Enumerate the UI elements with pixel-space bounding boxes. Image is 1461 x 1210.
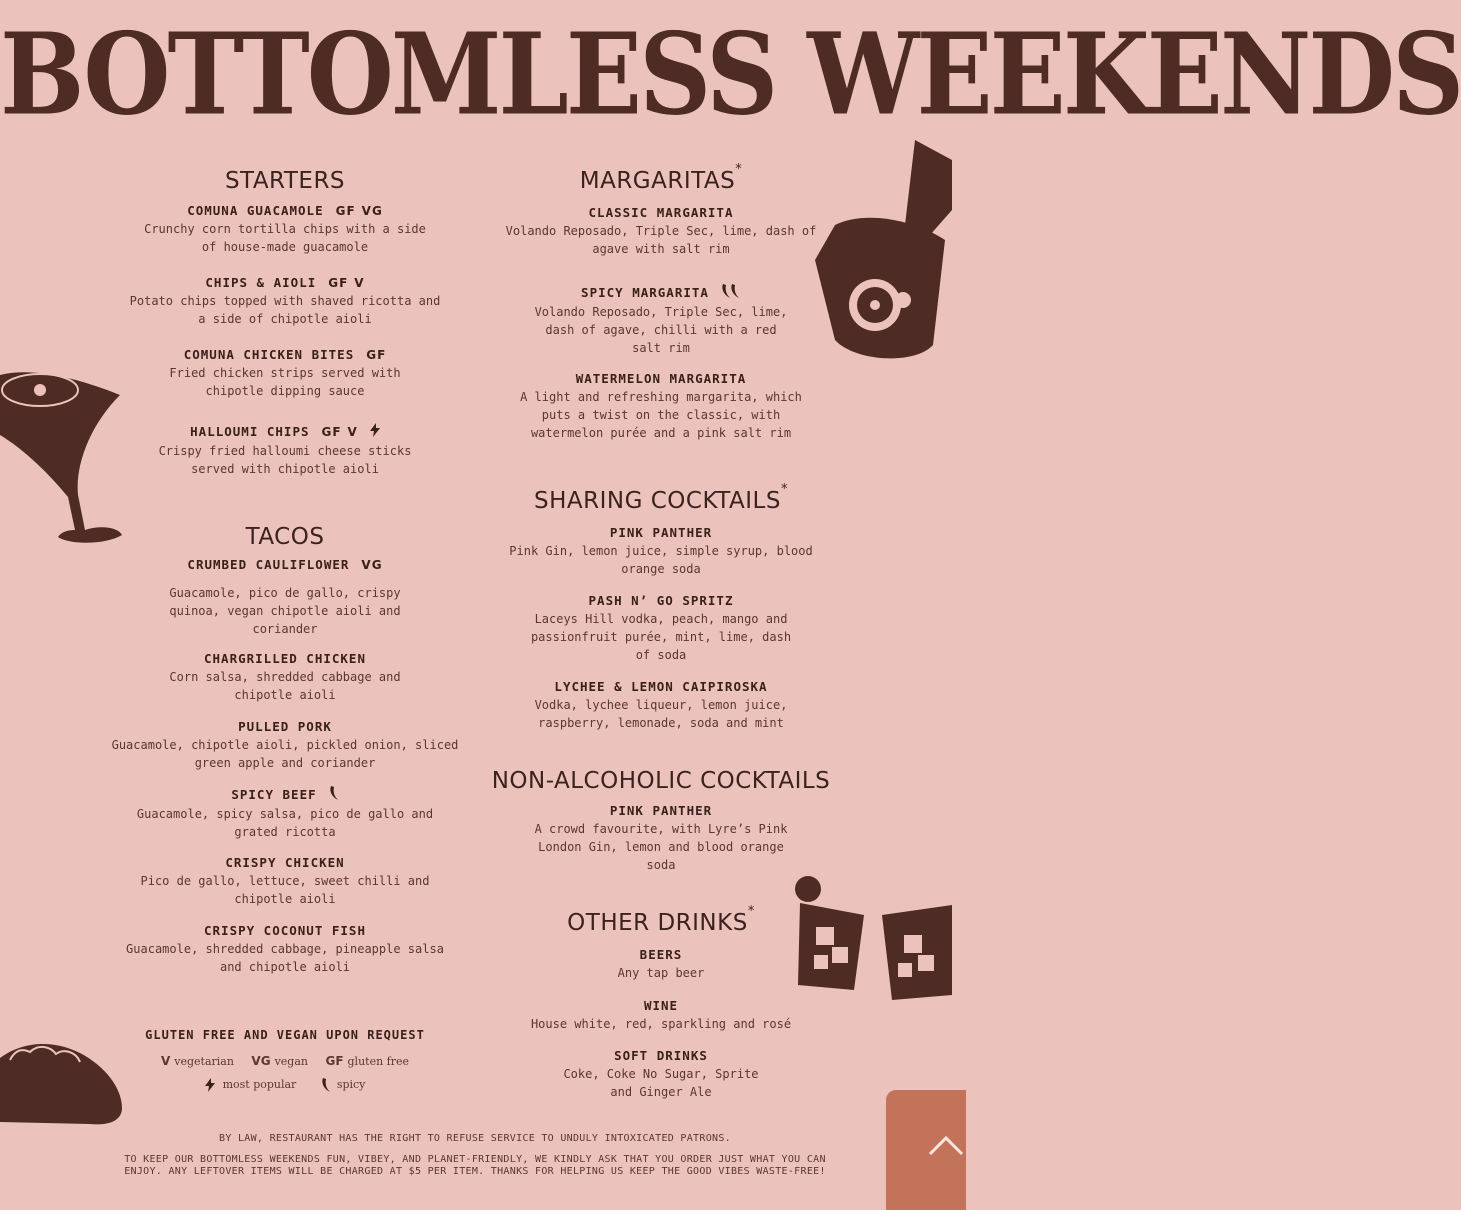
chilli-icon [329,786,339,805]
double-chilli-icon [721,284,741,303]
menu-item [492,592,830,664]
item-description: Crunchy corn tortilla chips with a side of house-made guacamole [144,222,426,254]
item-name: CRISPY COCONUT FISH [204,923,366,938]
item-name: COMUNA GUACAMOLE [187,203,324,218]
martini-glass-illustration [0,355,130,545]
menu-item [110,854,460,908]
legend-item: V vegetarian [160,1054,234,1068]
cocktail-splash-illustration [805,140,952,365]
item-name: CRISPY CHICKEN [225,855,345,870]
item-description: Any tap beer [617,966,705,980]
item-description: Guacamole, pico de gallo, crispy quinoa, vegan chipotle aioli and coriander [169,586,401,636]
lightning-icon [205,1078,223,1091]
diet-tag: V [354,276,365,290]
item-description: Corn salsa, shredded cabbage and chipotle aioli [169,670,401,702]
section-heading-other-drinks: OTHER DRINKS* [567,904,755,936]
menu-item [110,346,460,400]
item-description: Fried chicken strips served with chipotle dipping sauce [169,366,401,398]
lightning-icon [370,423,380,442]
item-name: WATERMELON MARGARITA [575,371,747,386]
diet-tag: VG [361,558,383,572]
section-heading-tacos: TACOS [245,524,325,550]
item-name: WINE [643,998,679,1013]
item-name: CHARGRILLED CHICKEN [204,651,366,666]
cheers-glasses-illustration [792,875,952,1005]
menu-item [110,650,460,704]
menu-item [492,524,830,578]
item-description: A crowd favourite, with Lyre’s Pink London Gin, lemon and blood orange soda [534,822,788,872]
item-description: Vodka, lychee liqueur, lemon juice, raspberry, lemonade, soda and mint [534,698,788,730]
item-description: Coke, Coke No Sugar, Sprite and Ginger Ale [563,1067,759,1099]
item-name: PASH N’ GO SPRITZ [588,593,734,608]
item-name: CRUMBED CAULIFLOWER [187,557,350,572]
item-description: Guacamole, shredded cabbage, pineapple salsa and chipotle aioli [126,942,444,974]
footer [120,1133,830,1179]
item-name: PINK PANTHER [609,803,713,818]
item-name: SPICY MARGARITA [581,285,709,300]
footer-policy-notice: TO KEEP OUR BOTTOMLESS WEEKENDS FUN, VIBEY, AND PLANET-FRIENDLY, WE KINDLY ASK THAT YOU ORDER JUST WHAT YOU CAN ENJOY. ANY LEFTOVER ITEMS WILL BE CHARGED AT $5 PER ITEM. THANKS FOR HELPING US KEEP THE GOOD VIBES WASTE-FREE! [124,1153,826,1177]
legend-item: GF gluten free [325,1054,410,1068]
menu-item [492,802,830,874]
section-heading-margaritas: MARGARITAS* [579,162,743,194]
item-description: Volando Reposado, Triple Sec, lime, dash of agave, chilli with a red salt rim [534,305,788,355]
item-description: House white, red, sparkling and rosé [530,1017,792,1031]
diet-tag: GF [321,425,342,439]
item-name: COMUNA CHICKEN BITES [183,347,355,362]
menu-item [110,556,460,638]
menu-item [492,1047,830,1101]
diet-tag: GF [335,204,356,218]
item-name: SOFT DRINKS [614,1048,708,1063]
section-heading-sharing-cocktails: SHARING COCKTAILS* [534,482,788,514]
right-column [491,162,831,1108]
item-name: LYCHEE & LEMON CAIPIROSKA [554,679,768,694]
footer-law-notice: BY LAW, RESTAURANT HAS THE RIGHT TO REFUSE SERVICE TO UNDULY INTOXICATED PATRONS. [219,1133,731,1144]
legend-item: spicy [321,1078,366,1091]
item-description: Laceys Hill vodka, peach, mango and passionfruit purée, mint, lime, dash of soda [530,612,792,662]
section-heading-starters: STARTERS [224,168,346,194]
menu-item [492,370,830,442]
menu-item [110,718,460,772]
menu-item [110,922,460,976]
menu-item [492,284,830,357]
menu-item [492,997,830,1033]
diet-tag: V [347,425,358,439]
item-description: Pink Gin, lemon juice, simple syrup, blood orange soda [509,544,813,576]
left-column [110,168,460,998]
menu-item [110,786,460,841]
diet-tag: VG [361,204,383,218]
item-name: BEERS [639,947,683,962]
menu-item [492,946,830,982]
item-name: SPICY BEEF [231,787,317,802]
item-description: Pico de gallo, lettuce, sweet chilli and chipotle aioli [140,874,430,906]
legend-item: VG vegan [251,1054,308,1068]
diet-tag: GF [328,276,349,290]
item-description: A light and refreshing margarita, which puts a twist on the classic, with watermelon purée and a pink salt rim [520,390,802,440]
chilli-icon [321,1078,337,1091]
item-description: Guacamole, spicy salsa, pico de gallo and grated ricotta [136,807,434,839]
menu-item [110,202,460,256]
item-description: Crispy fried halloumi cheese sticks served with chipotle aioli [158,444,412,476]
taco-illustration [0,1038,125,1128]
item-description: Volando Reposado, Triple Sec, lime, dash of agave with salt rim [505,224,817,256]
item-name: CHIPS & AIOLI [205,275,317,290]
gluten-free-note: GLUTEN FREE AND VEGAN UPON REQUEST [145,1028,425,1042]
diet-tag: GF [366,348,387,362]
menu-title: BOTTOMLESS WEEKENDS [0,8,1461,141]
item-description: Potato chips topped with shaved ricotta and a side of chipotle aioli [129,294,441,326]
chevron-up-icon [926,1130,966,1160]
menu-item [110,423,460,478]
menu-item [492,678,830,732]
item-name: PINK PANTHER [609,525,713,540]
item-name: PULLED PORK [238,719,332,734]
item-description: Guacamole, chipotle aioli, pickled onion, sliced green apple and coriander [111,738,459,770]
diet-legend [110,1028,460,1092]
menu-item [110,274,460,328]
legend-item: most popular [205,1078,297,1091]
item-name: HALLOUMI CHIPS [190,424,310,439]
scroll-to-top-button[interactable] [886,1090,966,1210]
section-heading-non-alcoholic: NON-ALCOHOLIC COCKTAILS [491,768,831,794]
item-name: CLASSIC MARGARITA [588,205,734,220]
menu-item [492,204,830,258]
